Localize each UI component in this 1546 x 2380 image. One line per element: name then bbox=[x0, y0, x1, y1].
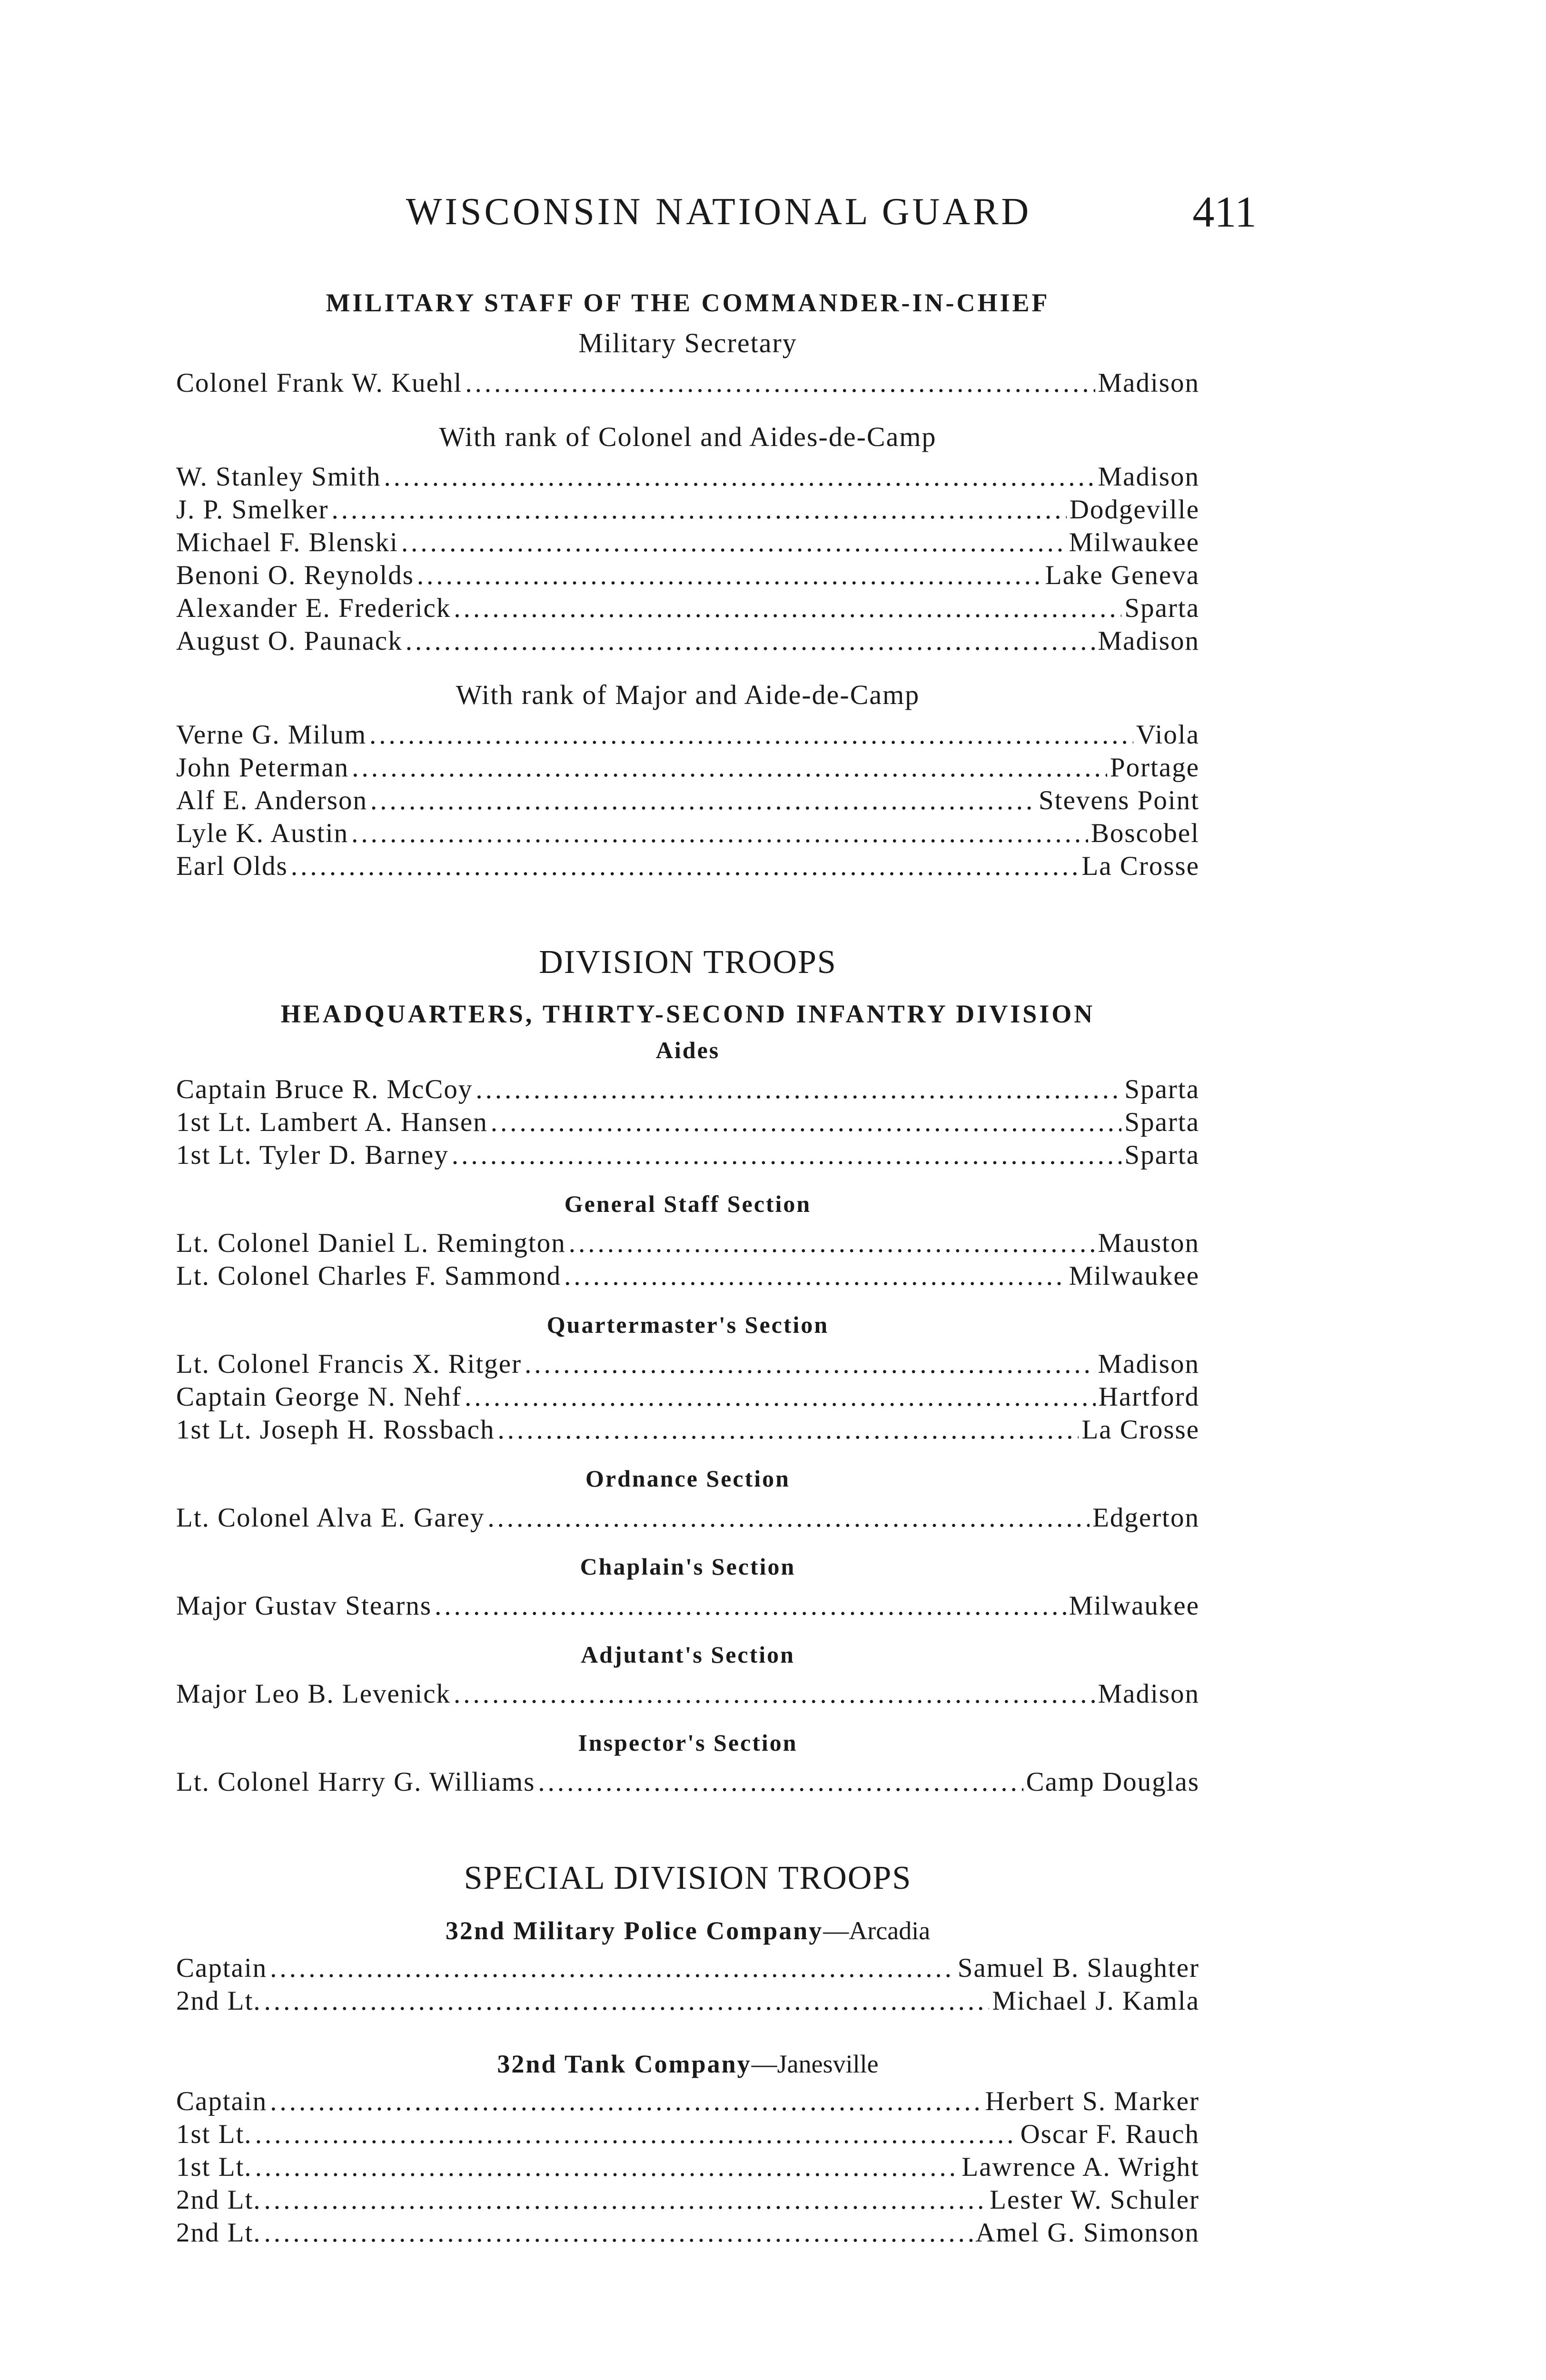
leader-dots bbox=[454, 592, 1121, 625]
entry-name: August O. Paunack bbox=[176, 626, 403, 656]
entry-name: Lt. Colonel Alva E. Garey bbox=[176, 1503, 485, 1533]
roster-entry bbox=[176, 1589, 1199, 1622]
entry-name: John Peterman bbox=[176, 753, 349, 783]
roster-entry bbox=[176, 1106, 1199, 1139]
entry-place: Dodgeville bbox=[1069, 495, 1199, 525]
aides-list bbox=[176, 1073, 1199, 1171]
roster-entry bbox=[176, 2151, 1199, 2183]
roster-entry bbox=[176, 493, 1199, 526]
entry-name: Benoni O. Reynolds bbox=[176, 560, 414, 590]
entry-person: Michael J. Kamla bbox=[992, 1986, 1199, 2016]
roster-entry bbox=[176, 2118, 1199, 2151]
leader-dots bbox=[270, 2085, 982, 2118]
roster-entry bbox=[176, 1677, 1199, 1710]
roster-entry bbox=[176, 1952, 1199, 1984]
leader-dots bbox=[491, 1106, 1122, 1139]
roster-entry bbox=[176, 592, 1199, 625]
entry-place: Lake Geneva bbox=[1045, 560, 1199, 590]
special-division-troops-title: SPECIAL DIVISION TROOPS bbox=[464, 1860, 912, 1896]
leader-dots bbox=[264, 2183, 987, 2216]
entry-place: Boscobel bbox=[1090, 818, 1199, 848]
leader-dots bbox=[454, 1677, 1095, 1710]
entry-person: Lawrence A. Wright bbox=[961, 2152, 1199, 2182]
roster-entry bbox=[176, 625, 1199, 657]
entry-person: Oscar F. Rauch bbox=[1020, 2119, 1199, 2149]
roster-entry bbox=[176, 718, 1199, 751]
roster-entry bbox=[176, 1139, 1199, 1171]
section-heading: Adjutant's Section bbox=[581, 1641, 795, 1668]
entry-rank: 2nd Lt. bbox=[176, 1986, 261, 2016]
entry-place: Sparta bbox=[1124, 1140, 1199, 1170]
roster-entry bbox=[176, 751, 1199, 784]
entry-name: Verne G. Milum bbox=[176, 720, 367, 750]
unit-heading bbox=[176, 1913, 1199, 1949]
roster-entry bbox=[176, 1380, 1199, 1413]
running-head bbox=[181, 190, 1257, 234]
entry-place: Madison bbox=[1098, 368, 1199, 398]
entry-place: Madison bbox=[1098, 462, 1199, 492]
entry-place: Hartford bbox=[1098, 1382, 1199, 1412]
leader-dots bbox=[564, 1259, 1066, 1292]
roster-entry bbox=[176, 1348, 1199, 1380]
leader-dots bbox=[384, 460, 1095, 493]
entry-name: Captain George N. Nehf bbox=[176, 1382, 462, 1412]
entry-rank: 2nd Lt. bbox=[176, 2218, 261, 2248]
entry-rank: Captain bbox=[176, 2086, 268, 2116]
leader-dots bbox=[370, 784, 1036, 817]
page-content bbox=[176, 286, 1199, 2249]
hq-title: HEADQUARTERS, THIRTY-SECOND INFANTRY DIVISION bbox=[280, 1000, 1095, 1028]
leader-dots bbox=[497, 1413, 1079, 1446]
roster-entry bbox=[176, 1259, 1199, 1292]
leader-dots bbox=[264, 2216, 973, 2249]
leader-dots bbox=[525, 1348, 1095, 1380]
entry-name: Alexander E. Frederick bbox=[176, 593, 451, 623]
entry-name: 1st Lt. Tyler D. Barney bbox=[176, 1140, 449, 1170]
entry-name: Michael F. Blenski bbox=[176, 527, 398, 557]
leader-dots bbox=[487, 1501, 1090, 1534]
entry-rank: 1st Lt. bbox=[176, 2119, 252, 2149]
entry-name: W. Stanley Smith bbox=[176, 462, 381, 492]
section-heading: Aides bbox=[655, 1037, 720, 1063]
roster-entry bbox=[176, 1227, 1199, 1259]
roster-entry bbox=[176, 1765, 1199, 1798]
entry-place: Milwaukee bbox=[1069, 1261, 1199, 1291]
entry-place: Viola bbox=[1136, 720, 1199, 750]
entry-name: Colonel Frank W. Kuehl bbox=[176, 368, 463, 398]
entry-name: Lt. Colonel Francis X. Ritger bbox=[176, 1349, 522, 1379]
majors-heading: With rank of Major and Aide-de-Camp bbox=[456, 679, 920, 710]
roster-entry bbox=[176, 1501, 1199, 1534]
roster-entry bbox=[176, 559, 1199, 592]
leader-dots bbox=[452, 1139, 1122, 1171]
entry-person: Amel G. Simonson bbox=[975, 2218, 1199, 2248]
leader-dots bbox=[406, 625, 1095, 657]
military-staff-title: MILITARY STAFF OF THE COMMANDER-IN-CHIEF bbox=[326, 288, 1050, 317]
mp-company-list bbox=[176, 1952, 1199, 2017]
entry-name: Lyle K. Austin bbox=[176, 818, 349, 848]
entry-place: La Crosse bbox=[1081, 851, 1199, 881]
entry-place: Sparta bbox=[1124, 1074, 1199, 1104]
general-staff-list bbox=[176, 1227, 1199, 1292]
page-number: 411 bbox=[1192, 188, 1257, 236]
entry-name: 1st Lt. Lambert A. Hansen bbox=[176, 1107, 488, 1137]
entry-name: Earl Olds bbox=[176, 851, 288, 881]
military-secretary-list bbox=[176, 367, 1199, 399]
leader-dots bbox=[255, 2151, 959, 2183]
entry-place: Portage bbox=[1110, 753, 1199, 783]
unit-heading bbox=[176, 2046, 1199, 2082]
roster-entry bbox=[176, 817, 1199, 850]
tank-company-list bbox=[176, 2085, 1199, 2249]
entry-name: Major Gustav Stearns bbox=[176, 1591, 432, 1621]
entry-place: Milwaukee bbox=[1069, 1591, 1199, 1621]
entry-person: Lester W. Schuler bbox=[990, 2185, 1199, 2215]
quartermaster-list bbox=[176, 1348, 1199, 1446]
entry-person: Samuel B. Slaughter bbox=[957, 1953, 1199, 1983]
roster-entry bbox=[176, 1073, 1199, 1106]
section-heading: Quartermaster's Section bbox=[546, 1311, 829, 1338]
leader-dots bbox=[465, 1380, 1096, 1413]
roster-entry bbox=[176, 2085, 1199, 2118]
section-heading: Inspector's Section bbox=[578, 1729, 798, 1756]
entry-place: Madison bbox=[1098, 1349, 1199, 1379]
entry-name: Alf E. Anderson bbox=[176, 785, 368, 815]
entry-place: Camp Douglas bbox=[1026, 1767, 1199, 1797]
leader-dots bbox=[291, 850, 1079, 883]
leader-dots bbox=[332, 493, 1067, 526]
roster-entry bbox=[176, 850, 1199, 883]
section-heading: Ordnance Section bbox=[585, 1465, 790, 1492]
unit-name: 32nd Military Police Company bbox=[445, 1916, 823, 1945]
leader-dots bbox=[465, 367, 1095, 399]
roster-entry bbox=[176, 784, 1199, 817]
leader-dots bbox=[264, 1984, 990, 2017]
leader-dots bbox=[369, 718, 1133, 751]
entry-place: La Crosse bbox=[1081, 1415, 1199, 1445]
roster-entry bbox=[176, 367, 1199, 399]
entry-name: Lt. Colonel Charles F. Sammond bbox=[176, 1261, 562, 1291]
entry-place: Stevens Point bbox=[1039, 785, 1199, 815]
entry-rank: 1st Lt. bbox=[176, 2152, 252, 2182]
leader-dots bbox=[538, 1765, 1023, 1798]
leader-dots bbox=[352, 751, 1107, 784]
entry-name: 1st Lt. Joseph H. Rossbach bbox=[176, 1415, 495, 1445]
entry-place: Sparta bbox=[1124, 593, 1199, 623]
leader-dots bbox=[476, 1073, 1121, 1106]
colonels-list bbox=[176, 460, 1199, 657]
leader-dots bbox=[435, 1589, 1066, 1622]
leader-dots bbox=[417, 559, 1042, 592]
roster-entry bbox=[176, 1984, 1199, 2017]
leader-dots bbox=[401, 526, 1066, 559]
leader-dots bbox=[255, 2118, 1018, 2151]
section-heading: Chaplain's Section bbox=[580, 1553, 796, 1580]
entry-name: Lt. Colonel Harry G. Williams bbox=[176, 1767, 535, 1797]
entry-name: Captain Bruce R. McCoy bbox=[176, 1074, 473, 1104]
division-troops-title: DIVISION TROOPS bbox=[539, 944, 837, 981]
entry-name: Major Leo B. Levenick bbox=[176, 1679, 451, 1709]
entry-name: Lt. Colonel Daniel L. Remington bbox=[176, 1228, 566, 1258]
entry-rank: 2nd Lt. bbox=[176, 2185, 261, 2215]
leader-dots bbox=[569, 1227, 1095, 1259]
unit-name: 32nd Tank Company bbox=[497, 2050, 752, 2078]
entry-person: Herbert S. Marker bbox=[985, 2086, 1199, 2116]
roster-entry bbox=[176, 2216, 1199, 2249]
entry-rank: Captain bbox=[176, 1953, 268, 1983]
entry-place: Madison bbox=[1098, 1679, 1199, 1709]
leader-dots bbox=[351, 817, 1088, 850]
unit-location: —Janesville bbox=[751, 2050, 879, 2078]
section-heading: General Staff Section bbox=[564, 1190, 812, 1217]
roster-entry bbox=[176, 2183, 1199, 2216]
leader-dots bbox=[270, 1952, 955, 1984]
roster-entry bbox=[176, 460, 1199, 493]
military-secretary-heading: Military Secretary bbox=[578, 327, 797, 358]
roster-entry bbox=[176, 1413, 1199, 1446]
entry-place: Madison bbox=[1098, 626, 1199, 656]
unit-location: —Arcadia bbox=[823, 1916, 931, 1945]
running-title: WISCONSIN NATIONAL GUARD bbox=[406, 191, 1032, 233]
roster-entry bbox=[176, 526, 1199, 559]
entry-place: Sparta bbox=[1124, 1107, 1199, 1137]
entry-place: Mauston bbox=[1098, 1228, 1199, 1258]
entry-place: Milwaukee bbox=[1069, 527, 1199, 557]
majors-list bbox=[176, 718, 1199, 883]
colonels-heading: With rank of Colonel and Aides-de-Camp bbox=[439, 421, 937, 452]
entry-name: J. P. Smelker bbox=[176, 495, 329, 525]
entry-place: Edgerton bbox=[1092, 1503, 1199, 1533]
